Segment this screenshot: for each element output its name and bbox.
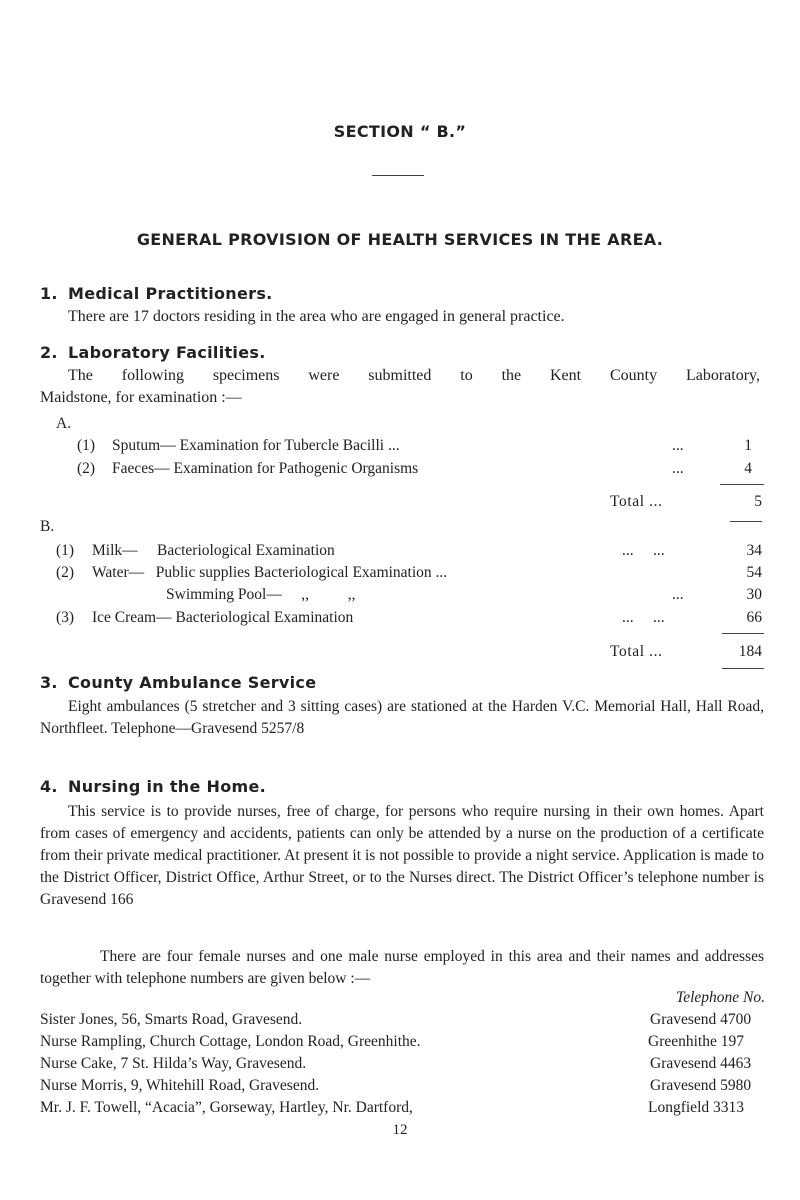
group-a-total-rule-top xyxy=(720,484,764,485)
telephone-column-header: Telephone No. xyxy=(676,989,765,1006)
section-4-para1-body: This service is to provide nurses, free of charge, for persons who require nursing in their own homes. Apart from cases of emergency and accidents, patients can only be attended by a nurse on the production of a certificate from their private medical practitioner. At present it is not possible to provide a night service. Application is made to the District Officer, District Office, Arthur Street, or to the Nurses direct. The District Officer’s telephone number is Gravesend 166 xyxy=(40,803,764,908)
group-b-total-rule-top xyxy=(722,633,764,634)
section-3-text-body: Eight ambulances (5 stretcher and 3 sitting cases) are stationed at the Harden V.C. Memorial Hall, Hall Road, Northfleet. Telephone—Gravesend 5257/8 xyxy=(40,698,764,737)
nurse-2-phone: Greenhithe 197 xyxy=(648,1033,744,1050)
group-b-row-4-value: 66 xyxy=(746,609,762,626)
section-4-para1 xyxy=(40,801,764,911)
group-b-row-3-dots: ... xyxy=(672,586,684,603)
group-b-row-1-dots: ... ... xyxy=(622,542,665,559)
nurse-5-name: Mr. J. F. Towell, “Acacia”, Gorseway, Hartley, Nr. Dartford, xyxy=(40,1099,413,1116)
group-b-row-2-text: Water— Public supplies Bacteriological Examination ... xyxy=(92,564,448,581)
group-b-row-2-value: 54 xyxy=(746,564,762,581)
group-b-row-4-num: (3) xyxy=(56,609,75,626)
group-b-total-value: 184 xyxy=(738,643,762,660)
section-3-number: 3. xyxy=(40,673,58,692)
group-b-label: B. xyxy=(40,518,55,535)
nurse-4-name: Nurse Morris, 9, Whitehill Road, Gravesend. xyxy=(40,1077,320,1094)
group-b-row-4-text: Ice Cream— Bacteriological Examination xyxy=(92,609,354,626)
group-a-label: A. xyxy=(56,415,72,432)
group-a-row-1-dots: ... xyxy=(672,437,684,454)
group-a-row-1-text: Sputum— Examination for Tubercle Bacilli ... xyxy=(112,437,400,454)
section-2-number: 2. xyxy=(40,343,58,362)
section-1-text: There are 17 doctors residing in the area who are engaged in general practice. xyxy=(68,308,565,325)
group-a-total-label: Total ... xyxy=(610,493,663,510)
section-1-heading: Medical Practitioners. xyxy=(68,284,273,303)
section-4-heading: Nursing in the Home. xyxy=(68,777,266,796)
page-number: 12 xyxy=(392,1122,408,1138)
group-b-total-rule-bottom xyxy=(722,668,764,669)
section-4-para2-body: There are four female nurses and one male nurse employed in this area and their names and addresses together with telephone numbers are given below :— xyxy=(40,948,764,987)
group-b-row-3-text: Swimming Pool— ,, ,, xyxy=(166,586,356,603)
group-a-total-value: 5 xyxy=(754,493,762,510)
group-a-row-1-num: (1) xyxy=(77,437,96,454)
section-3-heading: County Ambulance Service xyxy=(68,673,317,692)
section-3-text xyxy=(40,696,764,740)
nurse-3-phone: Gravesend 4463 xyxy=(650,1055,752,1072)
group-a-row-2-num: (2) xyxy=(77,460,96,477)
group-b-row-1-num: (1) xyxy=(56,542,75,559)
group-a-row-1-value: 1 xyxy=(744,437,752,454)
group-b-row-3-value: 30 xyxy=(746,586,762,603)
group-b-row-2-num: (2) xyxy=(56,564,75,581)
nurse-1-phone: Gravesend 4700 xyxy=(650,1011,752,1028)
section-4-number: 4. xyxy=(40,777,58,796)
group-a-row-2-text: Faeces— Examination for Pathogenic Organisms xyxy=(112,460,419,477)
nurse-1-name: Sister Jones, 56, Smarts Road, Gravesend. xyxy=(40,1011,303,1028)
group-b-total-label: Total ... xyxy=(610,643,663,660)
nurse-2-name: Nurse Rampling, Church Cottage, London Road, Greenhithe. xyxy=(40,1033,421,1050)
group-a-row-2-dots: ... xyxy=(672,460,684,477)
nurse-4-phone: Gravesend 5980 xyxy=(650,1077,752,1094)
section-2-intro-line2: Maidstone, for examination :— xyxy=(40,389,242,406)
group-b-row-1-text: Milk— Bacteriological Examination xyxy=(92,542,335,559)
group-a-total-rule-bottom xyxy=(730,521,762,522)
group-b-row-1-value: 34 xyxy=(746,542,762,559)
nurse-3-name: Nurse Cake, 7 St. Hilda’s Way, Gravesend. xyxy=(40,1055,307,1072)
nurse-5-phone: Longfield 3313 xyxy=(648,1099,744,1116)
section-2-intro-line1: The following specimens were submitted to the Kent County Laboratory, xyxy=(68,367,760,384)
main-heading: GENERAL PROVISION OF HEALTH SERVICES IN THE AREA. xyxy=(136,230,664,249)
group-b-row-4-dots: ... ... xyxy=(622,609,665,626)
section-4-para2 xyxy=(40,946,764,990)
section-1-number: 1. xyxy=(40,284,58,303)
section-title: SECTION “ B.” xyxy=(333,122,467,141)
section-2-heading: Laboratory Facilities. xyxy=(68,343,266,362)
group-a-row-2-value: 4 xyxy=(744,460,752,477)
title-divider xyxy=(372,175,424,176)
